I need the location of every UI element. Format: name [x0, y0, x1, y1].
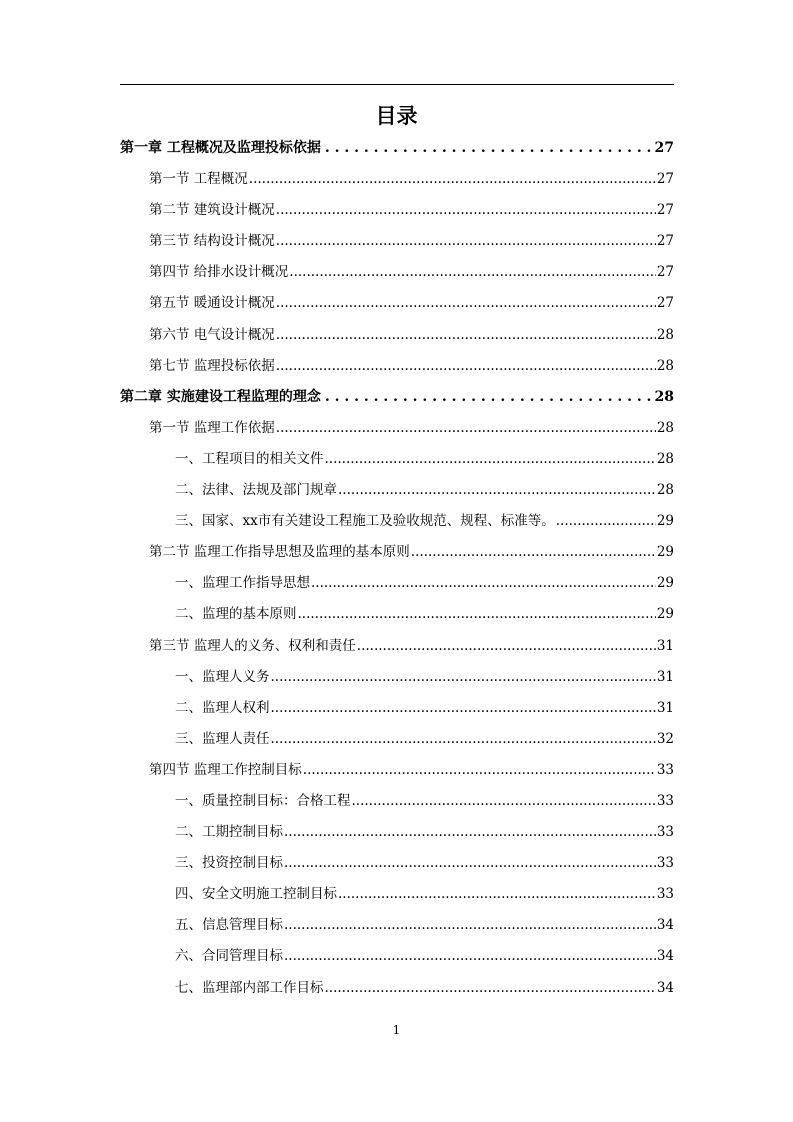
- toc-subsection-entry[interactable]: [120, 790, 674, 821]
- toc-entry-title: 六、合同管理目标: [175, 948, 283, 965]
- toc-subsection-entry[interactable]: [120, 448, 674, 479]
- toc-entry-title: 二、监理的基本原则: [175, 606, 297, 623]
- toc-entry-page: 33: [656, 855, 674, 872]
- toc-entry-page: 31: [656, 637, 674, 654]
- toc-dot-leader: [249, 168, 656, 190]
- toc-dot-leader: [284, 821, 656, 843]
- toc-dot-leader: [271, 728, 656, 750]
- toc-subsection-entry[interactable]: [120, 945, 674, 976]
- toc-subsection-entry[interactable]: [120, 728, 674, 759]
- toc-entry-title: 一、工程项目的相关文件: [175, 450, 324, 467]
- toc-entry-page: 28: [656, 326, 674, 343]
- toc-entry-title: 二、工期控制目标: [175, 824, 283, 841]
- table-of-contents: [120, 137, 674, 1008]
- toc-subsection-entry[interactable]: [120, 697, 674, 728]
- toc-entry-title: 第七节 监理投标依据: [149, 357, 275, 374]
- header-rule: [120, 84, 674, 85]
- toc-dot-leader: [303, 759, 656, 781]
- toc-entry-title: 第四节 监理工作控制目标: [149, 761, 302, 778]
- toc-entry-title: 二、法律、法规及部门规章: [175, 482, 337, 499]
- toc-entry-page: 34: [656, 917, 674, 934]
- toc-section-entry[interactable]: [120, 292, 674, 323]
- toc-dot-leader: [276, 230, 656, 252]
- toc-dot-leader: [276, 292, 656, 314]
- toc-dot-leader: [325, 448, 656, 470]
- toc-entry-page: 29: [656, 575, 674, 592]
- toc-subsection-entry[interactable]: [120, 510, 674, 541]
- toc-entry-title: 第四节 给排水设计概况: [149, 264, 289, 281]
- toc-dot-leader: [352, 790, 656, 812]
- toc-dot-leader: [325, 137, 651, 159]
- toc-subsection-entry[interactable]: [120, 572, 674, 603]
- toc-entry-title: 五、信息管理目标: [175, 917, 283, 934]
- toc-dot-leader: [271, 666, 656, 688]
- toc-entry-title: 一、质量控制目标：合格工程: [175, 792, 351, 809]
- toc-dot-leader: [556, 510, 656, 532]
- toc-entry-page: 27: [654, 140, 674, 156]
- toc-entry-page: 27: [656, 233, 674, 250]
- toc-entry-page: 33: [656, 792, 674, 809]
- toc-dot-leader: [284, 852, 656, 874]
- toc-entry-page: 27: [656, 171, 674, 188]
- toc-entry-page: 31: [656, 699, 674, 716]
- toc-dot-leader: [289, 261, 656, 283]
- toc-entry-title: 第六节 电气设计概况: [149, 326, 275, 343]
- toc-entry-title: 三、监理人责任: [175, 730, 270, 747]
- toc-dot-leader: [338, 883, 656, 905]
- toc-dot-leader: [276, 417, 656, 439]
- toc-entry-page: 31: [656, 668, 674, 685]
- toc-entry-page: 29: [656, 513, 674, 530]
- toc-entry-title: 四、安全文明施工控制目标: [175, 886, 337, 903]
- toc-entry-page: 28: [656, 419, 674, 436]
- toc-entry-page: 28: [654, 388, 674, 405]
- toc-entry-page: 27: [656, 264, 674, 281]
- toc-dot-leader: [357, 635, 656, 657]
- toc-entry-title: 三、国家、xx市有关建设工程施工及验收规范、规程、标准等。: [175, 513, 555, 530]
- toc-dot-leader: [298, 603, 656, 625]
- toc-entry-page: 29: [656, 606, 674, 623]
- toc-entry-page: 33: [656, 824, 674, 841]
- toc-dot-leader: [276, 355, 656, 377]
- toc-chapter-entry[interactable]: [120, 137, 674, 168]
- toc-subsection-entry[interactable]: [120, 821, 674, 852]
- toc-dot-leader: [271, 697, 656, 719]
- toc-entry-title: 三、投资控制目标: [175, 855, 283, 872]
- toc-entry-title: 第二章 实施建设工程监理的理念: [120, 388, 321, 405]
- toc-entry-page: 28: [656, 357, 674, 374]
- toc-dot-leader: [325, 977, 656, 999]
- toc-entry-page: 34: [656, 979, 674, 996]
- toc-entry-title: 第二节 监理工作指导思想及监理的基本原则: [149, 544, 410, 561]
- toc-entry-page: 27: [656, 295, 674, 312]
- toc-subsection-entry[interactable]: [120, 977, 674, 1008]
- page-title: 目录: [375, 103, 418, 128]
- toc-entry-title: 一、监理工作指导思想: [175, 575, 310, 592]
- toc-chapter-entry[interactable]: [120, 386, 674, 417]
- toc-entry-page: 29: [656, 544, 674, 561]
- toc-section-entry[interactable]: [120, 759, 674, 790]
- toc-dot-leader: [311, 572, 656, 594]
- toc-entry-title: 七、监理部内部工作目标: [175, 979, 324, 996]
- toc-dot-leader: [411, 541, 656, 563]
- toc-subsection-entry[interactable]: [120, 883, 674, 914]
- toc-dot-leader: [338, 479, 656, 501]
- toc-entry-page: 28: [656, 450, 674, 467]
- toc-section-entry[interactable]: [120, 324, 674, 355]
- toc-entry-title: 第一章 工程概况及监理投标依据: [120, 140, 321, 156]
- toc-dot-leader: [284, 945, 656, 967]
- toc-section-entry[interactable]: [120, 635, 674, 666]
- toc-subsection-entry[interactable]: [120, 666, 674, 697]
- toc-entry-title: 第一节 监理工作依据: [149, 419, 275, 436]
- toc-section-entry[interactable]: [120, 168, 674, 199]
- toc-section-entry[interactable]: [120, 541, 674, 572]
- toc-dot-leader: [284, 914, 656, 936]
- toc-entry-title: 一、监理人义务: [175, 668, 270, 685]
- toc-section-entry[interactable]: [120, 355, 674, 386]
- toc-entry-page: 32: [656, 730, 674, 747]
- toc-entry-page: 33: [656, 886, 674, 903]
- toc-entry-page: 27: [656, 202, 674, 219]
- toc-dot-leader: [276, 199, 656, 221]
- toc-dot-leader: [325, 386, 651, 408]
- toc-section-entry[interactable]: [120, 261, 674, 292]
- toc-subsection-entry[interactable]: [120, 603, 674, 634]
- toc-dot-leader: [276, 324, 656, 346]
- toc-section-entry[interactable]: [120, 199, 674, 230]
- page-number: 1: [392, 1023, 401, 1037]
- toc-section-entry[interactable]: [120, 230, 674, 261]
- toc-entry-title: 第三节 结构设计概况: [149, 233, 275, 250]
- toc-entry-page: 28: [656, 482, 674, 499]
- toc-entry-title: 第二节 建筑设计概况: [149, 202, 275, 219]
- toc-entry-page: 34: [656, 948, 674, 965]
- toc-entry-title: 第三节 监理人的义务、权利和责任: [149, 637, 356, 654]
- toc-entry-title: 第五节 暖通设计概况: [149, 295, 275, 312]
- toc-entry-title: 第一节 工程概况: [149, 171, 248, 188]
- toc-section-entry[interactable]: [120, 417, 674, 448]
- toc-subsection-entry[interactable]: [120, 914, 674, 945]
- toc-entry-title: 二、监理人权利: [175, 699, 270, 716]
- toc-subsection-entry[interactable]: [120, 852, 674, 883]
- toc-subsection-entry[interactable]: [120, 479, 674, 510]
- toc-entry-page: 33: [656, 761, 674, 778]
